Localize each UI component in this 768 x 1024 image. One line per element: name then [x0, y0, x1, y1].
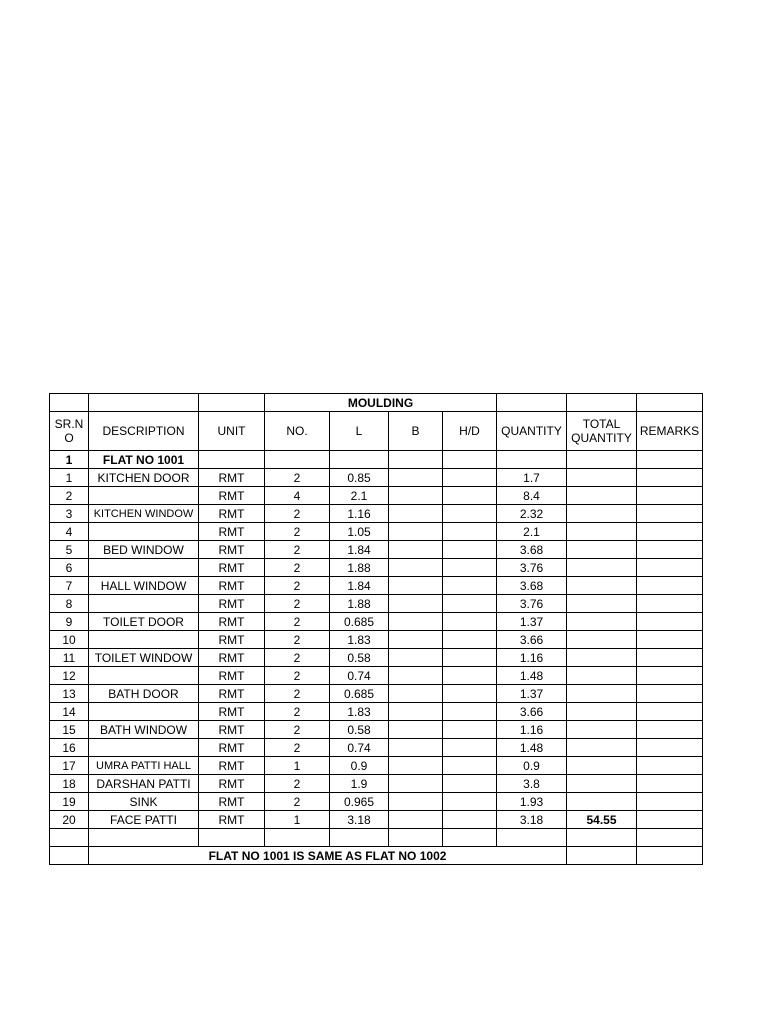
cell-total-quantity: 54.55 — [567, 811, 637, 829]
cell-sr: 2 — [50, 487, 89, 505]
table-row — [50, 757, 703, 775]
table-row — [50, 631, 703, 649]
cell-total-quantity — [567, 685, 637, 703]
table-row — [50, 595, 703, 613]
cell-description: FACE PATTI — [89, 811, 199, 829]
cell-unit: RMT — [199, 793, 265, 811]
cell-b — [389, 739, 443, 757]
cell-unit: RMT — [199, 703, 265, 721]
table-row — [50, 577, 703, 595]
note-row — [50, 847, 703, 865]
cell-quantity: 3.76 — [497, 595, 567, 613]
cell-l: 1.84 — [330, 577, 389, 595]
cell-unit: RMT — [199, 631, 265, 649]
cell-unit: RMT — [199, 505, 265, 523]
cell-description: HALL WINDOW — [89, 577, 199, 595]
cell-unit: RMT — [199, 613, 265, 631]
cell-l: 0.685 — [330, 613, 389, 631]
cell-description: KITCHEN DOOR — [89, 469, 199, 487]
cell-hd — [443, 811, 497, 829]
cell-sr: 17 — [50, 757, 89, 775]
cell-l: 1.83 — [330, 703, 389, 721]
cell-quantity: 3.76 — [497, 559, 567, 577]
cell-unit: RMT — [199, 487, 265, 505]
cell-hd — [443, 559, 497, 577]
cell-total-quantity — [567, 541, 637, 559]
cell-remarks — [637, 793, 703, 811]
cell-quantity: 1.16 — [497, 721, 567, 739]
cell-total-quantity — [567, 559, 637, 577]
cell-no: 2 — [265, 541, 330, 559]
cell-quantity: 1.37 — [497, 685, 567, 703]
cell-hd — [443, 667, 497, 685]
cell-l: 2.1 — [330, 487, 389, 505]
cell-quantity: 1.48 — [497, 667, 567, 685]
group-label: FLAT NO 1001 — [89, 451, 199, 469]
cell-hd — [443, 793, 497, 811]
group-row — [50, 451, 703, 469]
cell-sr: 3 — [50, 505, 89, 523]
cell-l: 1.84 — [330, 541, 389, 559]
cell-total-quantity — [567, 523, 637, 541]
cell-l: 1.88 — [330, 559, 389, 577]
cell-hd — [443, 649, 497, 667]
cell-description — [89, 739, 199, 757]
moulding-table — [49, 393, 703, 865]
cell-remarks — [637, 649, 703, 667]
cell-sr: 6 — [50, 559, 89, 577]
cell-l: 1.83 — [330, 631, 389, 649]
cell-l: 0.58 — [330, 721, 389, 739]
cell-no: 2 — [265, 631, 330, 649]
cell-b — [389, 505, 443, 523]
cell-hd — [443, 541, 497, 559]
cell-quantity: 3.68 — [497, 541, 567, 559]
cell-hd — [443, 595, 497, 613]
cell-unit: RMT — [199, 757, 265, 775]
cell-b — [389, 541, 443, 559]
cell-quantity: 1.93 — [497, 793, 567, 811]
cell-hd — [443, 523, 497, 541]
cell-description: SINK — [89, 793, 199, 811]
cell-total-quantity — [567, 667, 637, 685]
cell-description — [89, 631, 199, 649]
header-quantity: QUANTITY — [497, 412, 567, 451]
table-row — [50, 559, 703, 577]
cell-description: TOILET DOOR — [89, 613, 199, 631]
header-hd: H/D — [443, 412, 497, 451]
cell-remarks — [637, 811, 703, 829]
cell-hd — [443, 487, 497, 505]
cell-description: BATH WINDOW — [89, 721, 199, 739]
header-remarks: REMARKS — [637, 412, 703, 451]
cell-hd — [443, 631, 497, 649]
group-sr: 1 — [50, 451, 89, 469]
cell-quantity: 1.37 — [497, 613, 567, 631]
table-row — [50, 505, 703, 523]
cell-no: 2 — [265, 523, 330, 541]
cell-description — [89, 703, 199, 721]
cell-quantity: 1.7 — [497, 469, 567, 487]
cell-sr: 11 — [50, 649, 89, 667]
header-total-quantity: TOTAL QUANTITY — [567, 412, 637, 451]
cell-total-quantity — [567, 577, 637, 595]
cell-sr: 14 — [50, 703, 89, 721]
cell-unit: RMT — [199, 775, 265, 793]
table-row — [50, 793, 703, 811]
cell-hd — [443, 721, 497, 739]
cell-l: 1.05 — [330, 523, 389, 541]
cell-b — [389, 649, 443, 667]
cell-hd — [443, 505, 497, 523]
cell-remarks — [637, 613, 703, 631]
cell-hd — [443, 757, 497, 775]
cell-no: 2 — [265, 685, 330, 703]
cell-no: 2 — [265, 721, 330, 739]
cell-total-quantity — [567, 613, 637, 631]
cell-sr: 16 — [50, 739, 89, 757]
cell-unit: RMT — [199, 739, 265, 757]
cell-hd — [443, 685, 497, 703]
cell-total-quantity — [567, 649, 637, 667]
cell-b — [389, 775, 443, 793]
note-text: FLAT NO 1001 IS SAME AS FLAT NO 1002 — [89, 847, 567, 865]
cell-unit: RMT — [199, 559, 265, 577]
cell-no: 1 — [265, 757, 330, 775]
table-row — [50, 469, 703, 487]
header-srno: SR.N O — [50, 412, 89, 451]
cell-remarks — [637, 721, 703, 739]
cell-sr: 12 — [50, 667, 89, 685]
table-row — [50, 523, 703, 541]
cell-remarks — [637, 775, 703, 793]
cell-hd — [443, 739, 497, 757]
cell-unit: RMT — [199, 523, 265, 541]
cell-sr: 18 — [50, 775, 89, 793]
table-title: MOULDING — [265, 394, 497, 412]
cell-total-quantity — [567, 487, 637, 505]
cell-unit: RMT — [199, 577, 265, 595]
cell-no: 2 — [265, 775, 330, 793]
cell-no: 2 — [265, 595, 330, 613]
cell-b — [389, 577, 443, 595]
cell-unit: RMT — [199, 685, 265, 703]
cell-b — [389, 631, 443, 649]
cell-sr: 15 — [50, 721, 89, 739]
cell-quantity: 3.66 — [497, 631, 567, 649]
cell-description — [89, 523, 199, 541]
cell-sr: 10 — [50, 631, 89, 649]
cell-no: 2 — [265, 469, 330, 487]
cell-l: 0.85 — [330, 469, 389, 487]
cell-l: 3.18 — [330, 811, 389, 829]
cell-quantity: 1.48 — [497, 739, 567, 757]
cell-remarks — [637, 595, 703, 613]
cell-remarks — [637, 505, 703, 523]
table-row — [50, 541, 703, 559]
header-b: B — [389, 412, 443, 451]
cell-sr: 13 — [50, 685, 89, 703]
cell-description: BATH DOOR — [89, 685, 199, 703]
cell-unit: RMT — [199, 595, 265, 613]
cell-remarks — [637, 631, 703, 649]
cell-no: 4 — [265, 487, 330, 505]
cell-remarks — [637, 757, 703, 775]
cell-description — [89, 487, 199, 505]
cell-no: 2 — [265, 793, 330, 811]
cell-description: KITCHEN WINDOW — [89, 505, 199, 523]
cell-l: 1.88 — [330, 595, 389, 613]
cell-description: BED WINDOW — [89, 541, 199, 559]
cell-total-quantity — [567, 739, 637, 757]
cell-total-quantity — [567, 469, 637, 487]
cell-remarks — [637, 577, 703, 595]
cell-b — [389, 523, 443, 541]
cell-sr: 7 — [50, 577, 89, 595]
table-row — [50, 685, 703, 703]
table-row — [50, 739, 703, 757]
cell-description: UMRA PATTI HALL — [89, 757, 199, 775]
cell-hd — [443, 613, 497, 631]
cell-l: 1.9 — [330, 775, 389, 793]
table-row — [50, 667, 703, 685]
cell-b — [389, 685, 443, 703]
cell-total-quantity — [567, 595, 637, 613]
cell-unit: RMT — [199, 469, 265, 487]
cell-l: 0.9 — [330, 757, 389, 775]
cell-b — [389, 721, 443, 739]
cell-no: 2 — [265, 505, 330, 523]
table-row — [50, 649, 703, 667]
cell-description — [89, 559, 199, 577]
cell-b — [389, 811, 443, 829]
cell-total-quantity — [567, 757, 637, 775]
table-row — [50, 613, 703, 631]
cell-no: 2 — [265, 577, 330, 595]
header-row — [50, 412, 703, 451]
cell-quantity: 2.1 — [497, 523, 567, 541]
cell-quantity: 3.66 — [497, 703, 567, 721]
table-row — [50, 721, 703, 739]
cell-b — [389, 667, 443, 685]
cell-description: DARSHAN PATTI — [89, 775, 199, 793]
cell-remarks — [637, 487, 703, 505]
cell-description: TOILET WINDOW — [89, 649, 199, 667]
cell-no: 2 — [265, 739, 330, 757]
cell-sr: 1 — [50, 469, 89, 487]
cell-b — [389, 793, 443, 811]
header-unit: UNIT — [199, 412, 265, 451]
cell-unit: RMT — [199, 811, 265, 829]
cell-quantity: 3.18 — [497, 811, 567, 829]
cell-unit: RMT — [199, 649, 265, 667]
table-row — [50, 775, 703, 793]
cell-b — [389, 487, 443, 505]
cell-no: 1 — [265, 811, 330, 829]
cell-quantity: 8.4 — [497, 487, 567, 505]
cell-total-quantity — [567, 721, 637, 739]
cell-remarks — [637, 739, 703, 757]
cell-quantity: 3.68 — [497, 577, 567, 595]
table-row — [50, 811, 703, 829]
cell-quantity: 1.16 — [497, 649, 567, 667]
cell-hd — [443, 703, 497, 721]
cell-hd — [443, 469, 497, 487]
cell-remarks — [637, 469, 703, 487]
cell-remarks — [637, 667, 703, 685]
cell-sr: 19 — [50, 793, 89, 811]
cell-l: 0.74 — [330, 667, 389, 685]
cell-no: 2 — [265, 613, 330, 631]
cell-no: 2 — [265, 559, 330, 577]
cell-b — [389, 469, 443, 487]
cell-remarks — [637, 541, 703, 559]
cell-hd — [443, 775, 497, 793]
cell-description — [89, 667, 199, 685]
cell-hd — [443, 577, 497, 595]
cell-quantity: 2.32 — [497, 505, 567, 523]
cell-l: 1.16 — [330, 505, 389, 523]
cell-remarks — [637, 703, 703, 721]
cell-l: 0.74 — [330, 739, 389, 757]
table-row — [50, 487, 703, 505]
cell-l: 0.58 — [330, 649, 389, 667]
cell-b — [389, 559, 443, 577]
header-no: NO. — [265, 412, 330, 451]
cell-no: 2 — [265, 649, 330, 667]
cell-total-quantity — [567, 631, 637, 649]
cell-description — [89, 595, 199, 613]
cell-total-quantity — [567, 703, 637, 721]
cell-b — [389, 703, 443, 721]
cell-b — [389, 595, 443, 613]
cell-unit: RMT — [199, 667, 265, 685]
cell-l: 0.965 — [330, 793, 389, 811]
cell-no: 2 — [265, 667, 330, 685]
cell-total-quantity — [567, 775, 637, 793]
cell-sr: 4 — [50, 523, 89, 541]
cell-remarks — [637, 559, 703, 577]
cell-total-quantity — [567, 793, 637, 811]
header-l: L — [330, 412, 389, 451]
cell-unit: RMT — [199, 721, 265, 739]
cell-remarks — [637, 685, 703, 703]
cell-quantity: 3.8 — [497, 775, 567, 793]
cell-no: 2 — [265, 703, 330, 721]
header-description: DESCRIPTION — [89, 412, 199, 451]
cell-total-quantity — [567, 505, 637, 523]
cell-remarks — [637, 523, 703, 541]
cell-b — [389, 757, 443, 775]
title-row — [50, 394, 703, 412]
cell-l: 0.685 — [330, 685, 389, 703]
cell-sr: 9 — [50, 613, 89, 631]
cell-b — [389, 613, 443, 631]
cell-unit: RMT — [199, 541, 265, 559]
blank-row — [50, 829, 703, 847]
cell-sr: 8 — [50, 595, 89, 613]
table-row — [50, 703, 703, 721]
cell-sr: 5 — [50, 541, 89, 559]
cell-quantity: 0.9 — [497, 757, 567, 775]
cell-sr: 20 — [50, 811, 89, 829]
